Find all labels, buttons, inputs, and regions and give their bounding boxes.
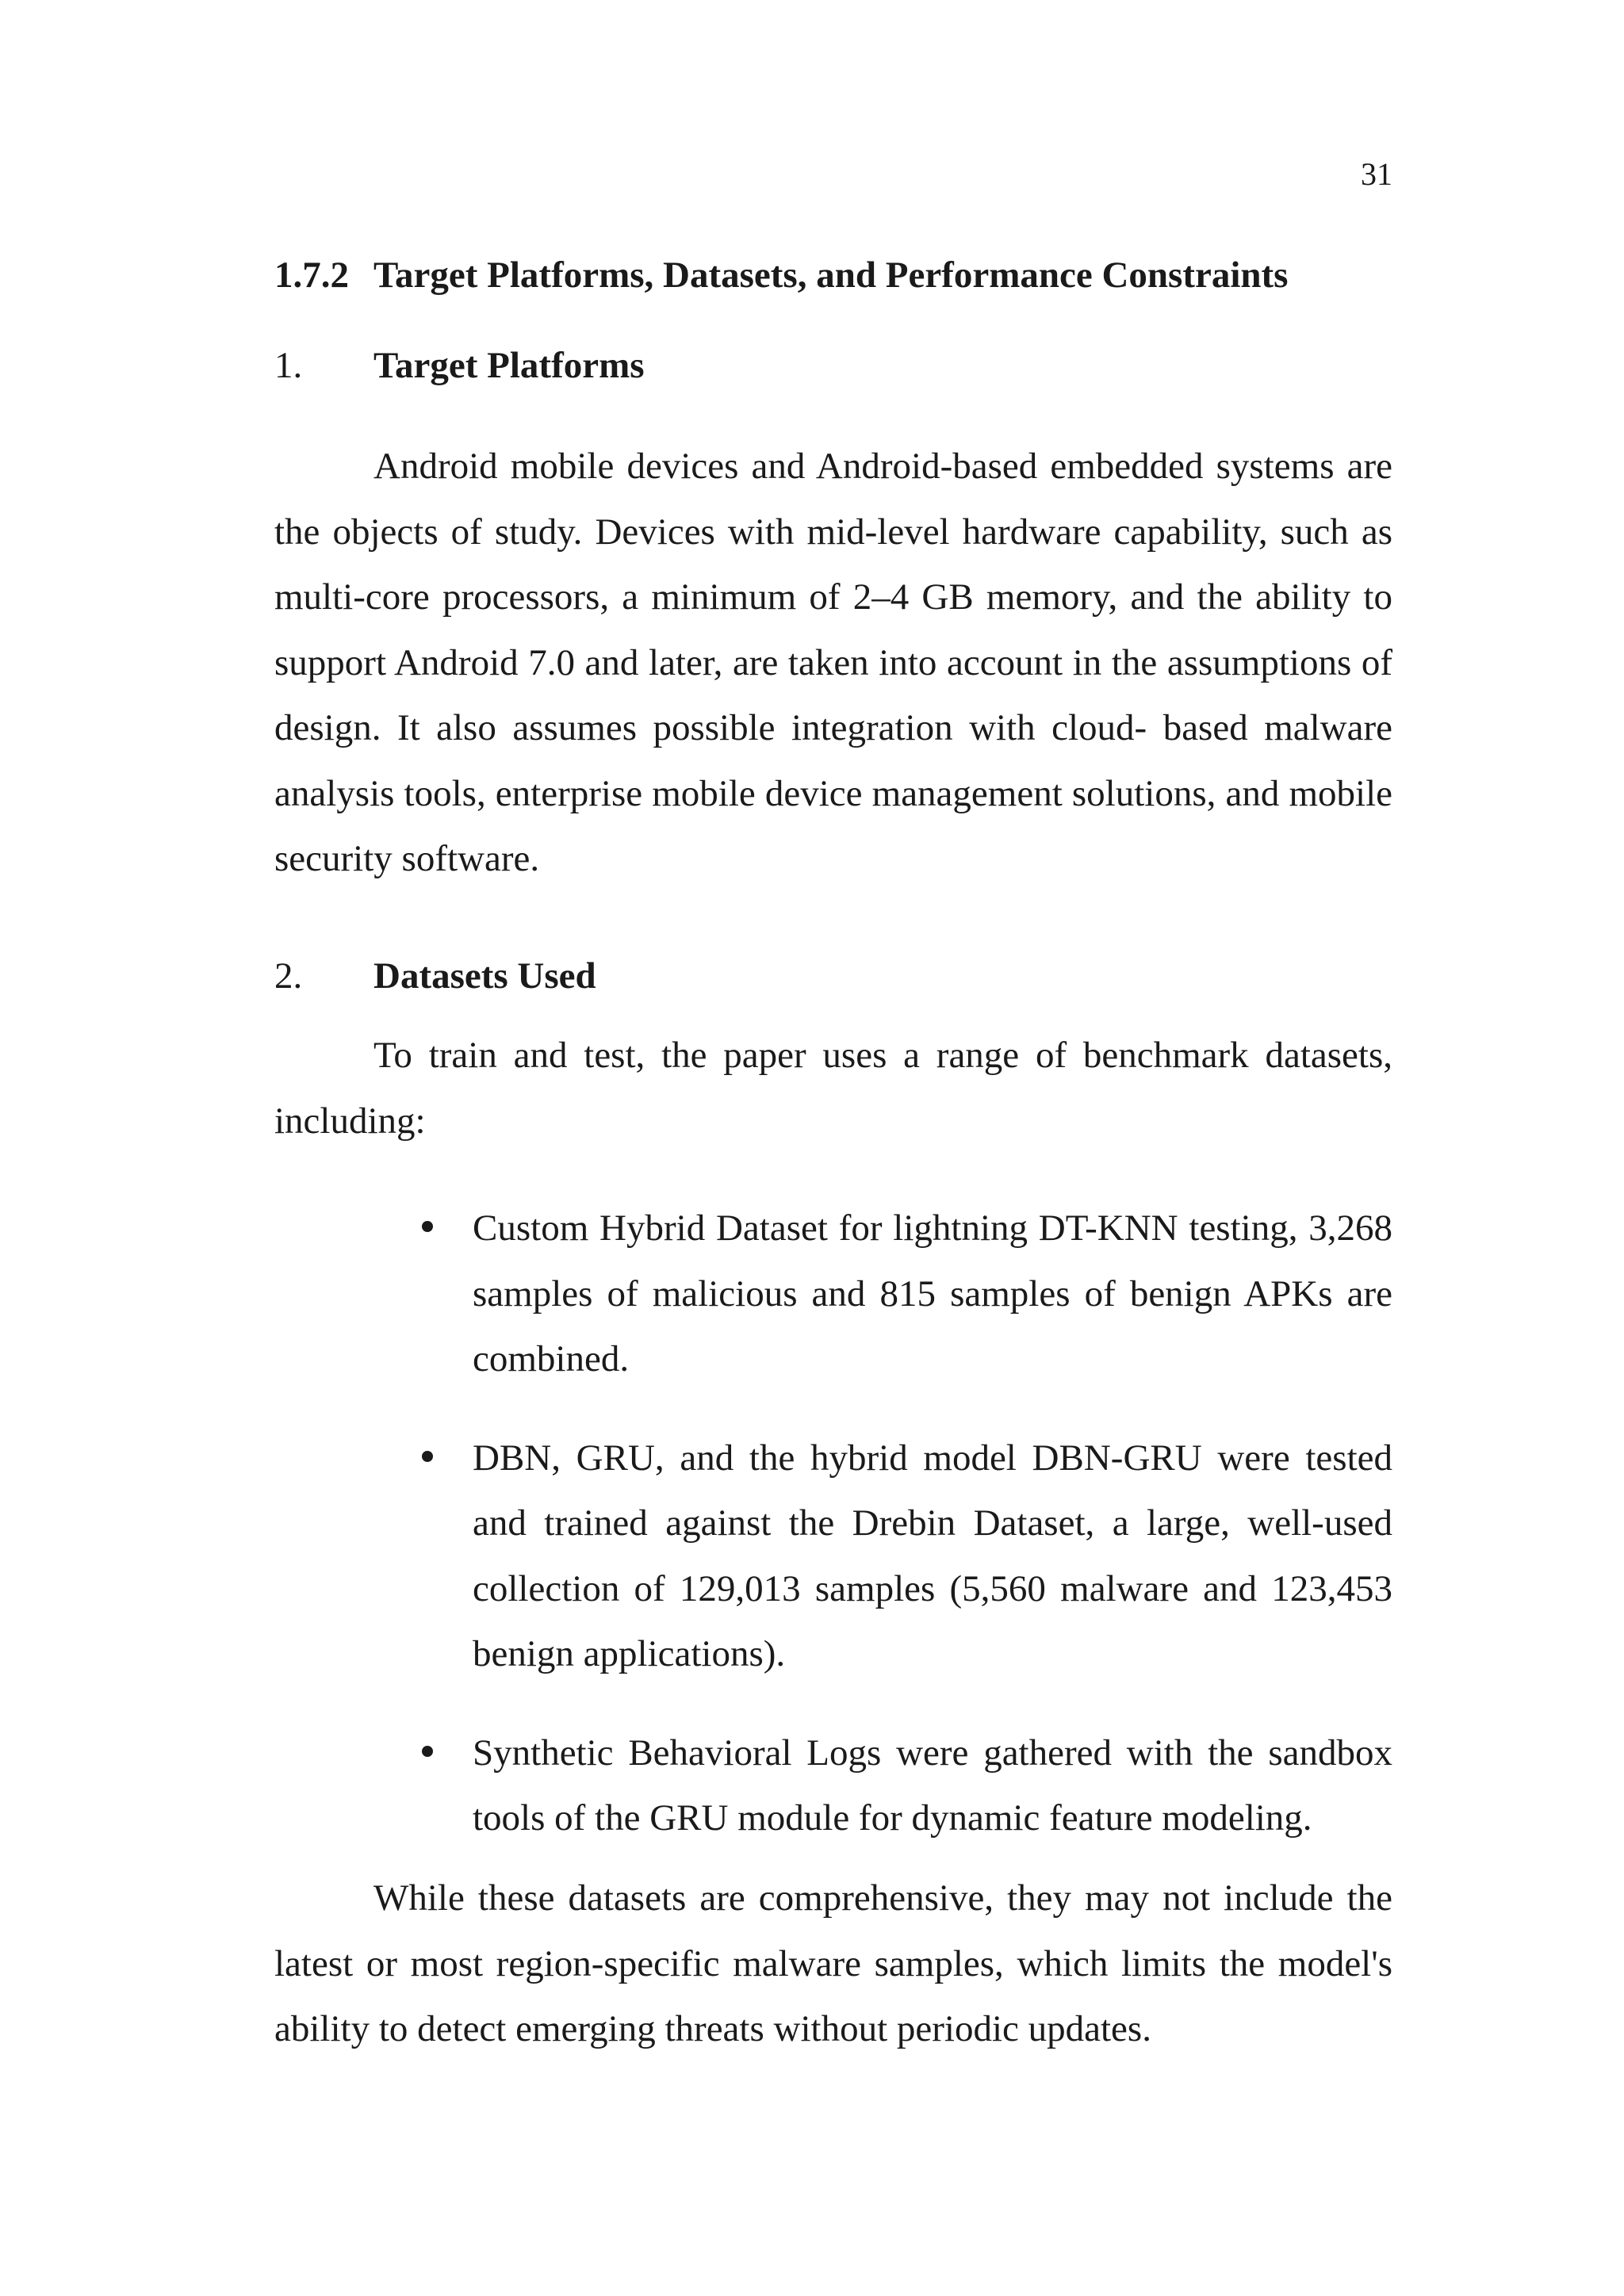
- list-item-text: DBN, GRU, and the hybrid model DBN-GRU were tested and trained against the Drebin Dataset, a large, well-used collection of 129,013 samples (5,560 malware and 123,453 benign applications).: [473, 1437, 1392, 1674]
- bullet-icon: [422, 1451, 433, 1462]
- section-number: 1.7.2: [274, 254, 349, 296]
- target-platforms-paragraph: Android mobile devices and Android-based embedded systems are the objects of study. Devices with mid-level hardware capability, such as multi-core processors, a minimum of 2–4 GB memory, and the ability to support Android 7.0 and later, are taken into account in the assumptions of design. It also assumes possible integration with cloud- based malware analysis tools, enterprise mobile device management solutions, and mobile security software.: [274, 446, 1392, 879]
- subsection-title: Target Platforms: [373, 345, 645, 386]
- list-item: [412, 1425, 1392, 1687]
- list-item-text: Custom Hybrid Dataset for lightning DT-KNN testing, 3,268 samples of malicious and 815 samples of benign APKs are combined.: [473, 1207, 1392, 1380]
- subsection-title: Datasets Used: [373, 955, 596, 997]
- bullet-icon: [422, 1221, 433, 1232]
- list-item: [412, 1720, 1392, 1851]
- subsection-heading-target-platforms: [274, 344, 645, 387]
- bullet-icon: [422, 1746, 433, 1757]
- subsection-number: 1.: [274, 345, 303, 386]
- subsection-heading-datasets-used: [274, 955, 596, 997]
- datasets-closing-paragraph: While these datasets are comprehensive, they may not include the latest or most region-specific malware samples, which limits the model's ability to detect emerging threats without periodic updates.: [274, 1877, 1392, 2049]
- section-title: Target Platforms, Datasets, and Performance Constraints: [373, 254, 1289, 296]
- list-item-text: Synthetic Behavioral Logs were gathered with the sandbox tools of the GRU module for dynamic feature modeling.: [473, 1732, 1392, 1839]
- datasets-intro-paragraph: To train and test, the paper uses a range of benchmark datasets, including:: [274, 1035, 1392, 1142]
- page-number: 31: [1361, 156, 1392, 192]
- list-item: [412, 1196, 1392, 1392]
- subsection-number: 2.: [274, 955, 303, 997]
- datasets-bullet-list: [412, 1196, 1392, 1885]
- section-heading: [274, 254, 1288, 297]
